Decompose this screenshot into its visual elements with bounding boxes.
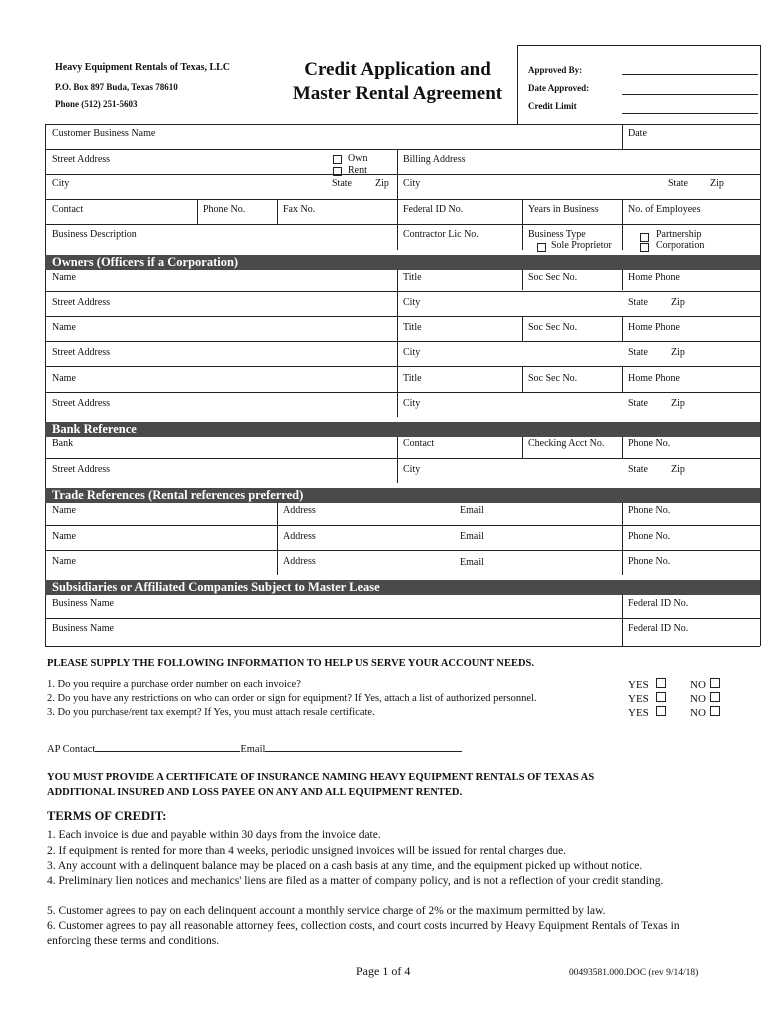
business-type-label: Business Type [528,229,586,240]
partnership-label: Partnership [656,229,702,240]
q3-yes-label: YES [628,707,649,719]
owner-1-city-label: City [403,297,421,308]
customer-business-name-label: Customer Business Name [52,128,156,139]
partnership-checkbox[interactable] [640,233,649,242]
ap-contact-line[interactable] [95,741,240,752]
bank-zip-label: Zip [671,464,685,475]
ap-email-line[interactable] [265,741,462,752]
phone-no-label: Phone No. [203,204,246,215]
owner-1-home-phone-label: Home Phone [628,272,680,283]
credit-limit-label: Credit Limit [528,101,577,111]
q2-no-label: NO [690,693,706,705]
contractor-lic-label: Contractor Lic No. [403,229,479,240]
q2-yes-checkbox[interactable] [656,692,666,702]
term-1: 1. Each invoice is due and payable within 30 days from the invoice date. [47,829,381,841]
corporation-checkbox[interactable] [640,243,649,252]
owner-2-street-label: Street Address [52,347,111,358]
title-line-2: Master Rental Agreement [292,83,503,104]
corporation-label: Corporation [656,240,705,251]
owner-2-city-label: City [403,347,421,358]
rent-label: Rent [348,165,367,176]
ap-contact-row [47,741,462,756]
date-approved-label: Date Approved: [528,83,590,93]
sub-2-federal-id-label: Federal ID No. [628,623,689,634]
page-title [275,58,520,106]
owner-2-home-phone-label: Home Phone [628,322,680,333]
owner-2-zip-label: Zip [671,347,685,358]
owner-1-zip-label: Zip [671,297,685,308]
subsidiaries-header: Subsidiaries or Affiliated Companies Subject to Master Lease [45,580,760,595]
owner-2-name-label: Name [52,322,76,333]
term-5: 5. Customer agrees to pay on each delinquent account a monthly service charge of 2% or the maximum permitted by law. [47,905,606,917]
page-number: Page 1 of 4 [356,964,411,978]
q3-no-checkbox[interactable] [710,706,720,716]
company-address: P.O. Box 897 Buda, Texas 78610 [55,82,178,92]
billing-zip-label: Zip [710,178,724,189]
sub-2-business-name-label: Business Name [52,623,114,634]
owner-1-street-label: Street Address [52,297,111,308]
bank-contact-label: Contact [403,438,435,449]
owners-header: Owners (Officers if a Corporation) [45,255,760,270]
term-4: 4. Preliminary lien notices and mechanics' liens are filed as a matter of company policy, and is not a reflection of your credit standing. [47,875,664,887]
bank-street-label: Street Address [52,464,111,475]
owner-1-title-label: Title [403,272,422,283]
bank-phone-label: Phone No. [628,438,671,449]
q3-yes-checkbox[interactable] [656,706,666,716]
title-line-1: Credit Application and [304,59,491,80]
billing-address-label: Billing Address [403,154,466,165]
owner-3-city-label: City [403,398,421,409]
owner-1-state-label: State [628,297,648,308]
owner-3-title-label: Title [403,373,422,384]
term-6: 6. Customer agrees to pay all reasonable attorney fees, collection costs, and court costs incurred by Heavy Equipment Rentals of Texas in enforcing these terms and conditions. [47,920,680,947]
q1-no-label: NO [690,679,706,691]
trade-2-address-label: Address [283,531,316,542]
q1-yes-checkbox[interactable] [656,678,666,688]
zip-label: Zip [375,178,389,189]
own-checkbox[interactable] [333,155,342,164]
billing-city-label: City [403,178,421,189]
trade-3-address-label: Address [283,556,316,567]
q1-yes-label: YES [628,679,649,691]
owner-2-state-label: State [628,347,648,358]
term-3: 3. Any account with a delinquent balance may be placed on a cash basis at any time, and the equipment picked up without notice. [47,860,643,872]
q3-no-label: NO [690,707,706,719]
trade-2-phone-label: Phone No. [628,531,671,542]
owner-1-ssn-label: Soc Sec No. [528,272,578,283]
trade-2-email-label: Email [460,531,484,542]
trade-1-phone-label: Phone No. [628,505,671,516]
street-address-label: Street Address [52,154,111,165]
trade-3-name-label: Name [52,556,76,567]
owner-2-ssn-label: Soc Sec No. [528,322,578,333]
trade-header: Trade References (Rental references preferred) [45,488,760,503]
owner-2-title-label: Title [403,322,422,333]
trade-1-name-label: Name [52,505,76,516]
doc-reference: 00493581.000.DOC (rev 9/14/18) [569,968,699,978]
question-2: 2. Do you have any restrictions on who can order or sign for equipment? If Yes, attach a list of authorized personnel. [47,693,537,704]
contact-label: Contact [52,204,84,215]
question-1: 1. Do you require a purchase order number on each invoice? [47,679,301,690]
sole-proprietor-label: Sole Proprietor [551,240,612,251]
sub-1-business-name-label: Business Name [52,598,114,609]
trade-1-address-label: Address [283,505,316,516]
company-name: Heavy Equipment Rentals of Texas, LLC [55,62,231,73]
ap-contact-label: AP Contact [47,744,96,755]
date-label: Date [628,128,647,139]
sole-proprietor-checkbox[interactable] [537,243,546,252]
trade-3-phone-label: Phone No. [628,556,671,567]
owner-3-street-label: Street Address [52,398,111,409]
approved-by-label: Approved By: [528,65,583,75]
owner-3-name-label: Name [52,373,76,384]
bank-city-label: City [403,464,421,475]
owner-3-zip-label: Zip [671,398,685,409]
state-label: State [332,178,352,189]
owner-3-home-phone-label: Home Phone [628,373,680,384]
own-label: Own [348,153,368,164]
trade-3-email-label: Email [460,557,484,568]
checking-acct-label: Checking Acct No. [528,438,605,449]
owner-1-name-label: Name [52,272,76,283]
q2-yes-label: YES [628,693,649,705]
employees-label: No. of Employees [628,204,701,215]
years-in-business-label: Years in Business [528,204,599,215]
insurance-line-1: YOU MUST PROVIDE A CERTIFICATE OF INSURANCE NAMING HEAVY EQUIPMENT RENTALS OF TEXAS AS [47,772,595,783]
q2-no-checkbox[interactable] [710,692,720,702]
questions-heading: PLEASE SUPPLY THE FOLLOWING INFORMATION TO HELP US SERVE YOUR ACCOUNT NEEDS. [47,658,535,669]
company-phone: Phone (512) 251-5603 [55,99,138,109]
ap-email-label: Email [240,744,266,755]
bank-label: Bank [52,438,74,449]
fax-no-label: Fax No. [283,204,316,215]
sub-1-federal-id-label: Federal ID No. [628,598,689,609]
bank-state-label: State [628,464,648,475]
billing-state-label: State [668,178,688,189]
question-3: 3. Do you purchase/rent tax exempt? If Yes, you must attach resale certificate. [47,707,375,718]
trade-2-name-label: Name [52,531,76,542]
bank-header: Bank Reference [45,422,760,437]
insurance-line-2: ADDITIONAL INSURED AND LOSS PAYEE ON ANY AND ALL EQUIPMENT RENTED. [47,787,463,798]
owner-3-state-label: State [628,398,648,409]
trade-1-email-label: Email [460,505,484,516]
business-description-label: Business Description [52,229,137,240]
owner-3-ssn-label: Soc Sec No. [528,373,578,384]
q1-no-checkbox[interactable] [710,678,720,688]
federal-id-label: Federal ID No. [403,204,464,215]
city-label: City [52,178,70,189]
terms-heading: TERMS OF CREDIT: [47,809,167,823]
term-2: 2. If equipment is rented for more than 4 weeks, periodic unsigned invoices will be issued for rental charges due. [47,845,567,857]
